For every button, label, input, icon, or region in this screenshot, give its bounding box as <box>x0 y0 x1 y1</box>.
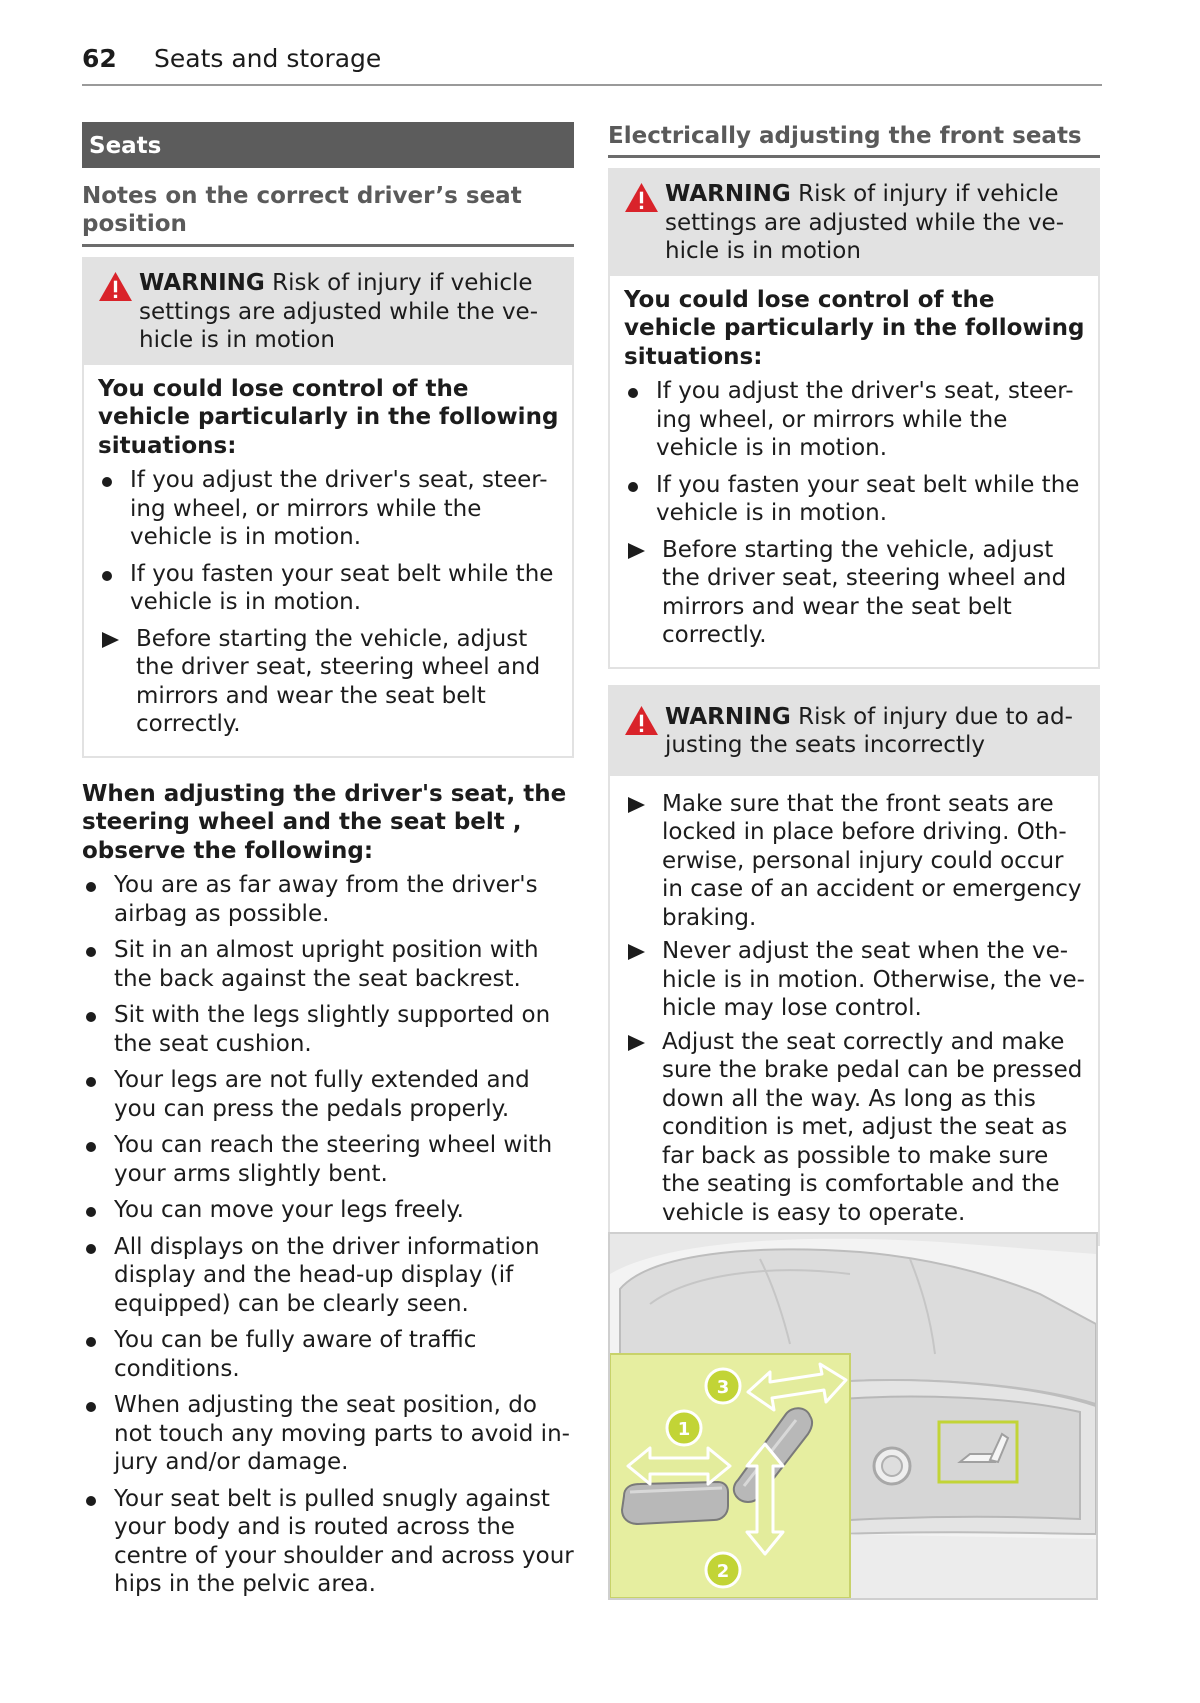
warning-body <box>610 276 1098 667</box>
list-item: You are as far away from the driver's airbag as possible. <box>82 871 574 928</box>
list-item: Your seat belt is pulled snugly against your body and is routed across the centre of your shoulder and across your hips in the pelvic area. <box>82 1485 574 1599</box>
warning-body <box>610 776 1098 1245</box>
warning-triangle-icon <box>624 705 659 736</box>
warning-triangle-icon <box>98 271 133 302</box>
bullet-icon <box>86 1142 96 1152</box>
bullet-icon <box>86 1077 96 1087</box>
bullet-icon <box>628 388 638 398</box>
svg-text:3: 3 <box>716 1377 730 1398</box>
list-item: Sit in an almost upright position with the back against the seat backrest. <box>82 936 574 993</box>
warning-body <box>84 365 572 756</box>
warning-title: Risk of injury if vehicle settings are adjusted while the ve-hicle is in motion <box>665 181 1065 264</box>
bullet-icon <box>86 882 96 892</box>
warning-label: WARNING <box>665 181 791 207</box>
bullet-icon <box>86 1496 96 1506</box>
warning-box <box>608 685 1100 1247</box>
warning-label: WARNING <box>665 703 791 730</box>
warning-lead: You could lose control of the vehicle particularly in the following situations: <box>624 286 1085 370</box>
bullet-icon <box>86 1244 96 1254</box>
callout-1 <box>667 1411 701 1445</box>
list-item: You can move your legs freely. <box>82 1196 574 1225</box>
warning-label: WARNING <box>139 270 265 296</box>
svg-text:2: 2 <box>716 1561 730 1582</box>
list-item: Your legs are not fully extended and you can press the pedals properly. <box>82 1066 574 1123</box>
arrow-right-icon <box>628 797 645 813</box>
list-item: If you adjust the driver's seat, steer-ing wheel, or mirrors while the vehicle is in motion. <box>624 377 1086 463</box>
warning-action: Never adjust the seat when the ve-hicle is in motion. Otherwise, the ve-hicle may lose control. <box>624 937 1086 1023</box>
warning-title: Risk of injury due to ad-justing the seats incorrectly <box>665 703 1073 758</box>
list-item: If you fasten your seat belt while the vehicle is in motion. <box>624 471 1086 528</box>
subheading-electric-adjust: Electrically adjusting the front seats <box>608 122 1100 158</box>
callout-2 <box>706 1553 740 1587</box>
seat-adjustment-figure <box>608 1232 1098 1600</box>
warning-box <box>82 257 574 758</box>
warning-bullet-list <box>98 466 560 617</box>
warning-title: Risk of injury if vehicle settings are adjusted while the ve-hicle is in motion <box>139 270 539 353</box>
adjusting-lead: When adjusting the driver's seat, the steering wheel and the seat belt , observe the following: <box>82 780 567 864</box>
page-header <box>82 44 1102 86</box>
arrow-right-icon <box>628 543 645 559</box>
warning-box <box>608 168 1100 669</box>
arrow-right-icon <box>628 944 645 960</box>
bullet-icon <box>628 482 638 492</box>
bullet-icon <box>86 947 96 957</box>
callout-3 <box>706 1369 740 1403</box>
list-item: Sit with the legs slightly supported on the seat cushion. <box>82 1001 574 1058</box>
arrow-right-icon <box>628 1035 645 1051</box>
seat-illustration <box>610 1234 1096 1598</box>
warning-header <box>84 259 572 365</box>
svg-text:1: 1 <box>677 1419 691 1440</box>
warning-action: Before starting the vehicle, adjust the driver seat, steering wheel and mirrors and wear the seat belt correctly. <box>98 625 560 739</box>
section-title: Seats <box>82 122 574 168</box>
list-item: When adjusting the seat position, do not touch any moving parts to avoid in-jury and/or damage. <box>82 1391 574 1477</box>
bullet-icon <box>102 477 112 487</box>
arrow-right-icon <box>102 632 119 648</box>
warning-action: Adjust the seat correctly and make sure the brake pedal can be pressed down all the way. As long as this condition is met, adjust the seat as far back as possible to make sure the seating is comfortable and the vehicle is easy to operate. <box>624 1028 1086 1228</box>
bullet-icon <box>86 1012 96 1022</box>
list-item: You can be fully aware of traffic conditions. <box>82 1326 574 1383</box>
right-column <box>608 122 1100 1246</box>
list-item: All displays on the driver information display and the head-up display (if equipped) can be clearly seen. <box>82 1233 574 1319</box>
list-item: You can reach the steering wheel with your arms slightly bent. <box>82 1131 574 1188</box>
bullet-icon <box>86 1207 96 1217</box>
warning-action: Make sure that the front seats are locked in place before driving. Oth-erwise, personal injury could occur in case of an accident or emergency braking. <box>624 790 1086 933</box>
warning-triangle-icon <box>624 182 659 213</box>
warning-bullet-list <box>624 377 1086 528</box>
bullet-icon <box>102 571 112 581</box>
list-item: If you fasten your seat belt while the vehicle is in motion. <box>98 560 560 617</box>
warning-lead: You could lose control of the vehicle particularly in the following situations: <box>98 375 559 459</box>
warning-header <box>610 170 1098 276</box>
page-number: 62 <box>82 44 117 73</box>
left-column <box>82 122 574 1607</box>
subheading-driver-seat-position: Notes on the correct driver’s seat position <box>82 182 574 247</box>
chapter-title: Seats and storage <box>154 44 382 73</box>
adjusting-list <box>82 871 574 1599</box>
bullet-icon <box>86 1337 96 1347</box>
warning-action: Before starting the vehicle, adjust the driver seat, steering wheel and mirrors and wear the seat belt correctly. <box>624 536 1086 650</box>
list-item: If you adjust the driver's seat, steer-ing wheel, or mirrors while the vehicle is in motion. <box>98 466 560 552</box>
bullet-icon <box>86 1402 96 1412</box>
warning-header <box>610 687 1098 776</box>
